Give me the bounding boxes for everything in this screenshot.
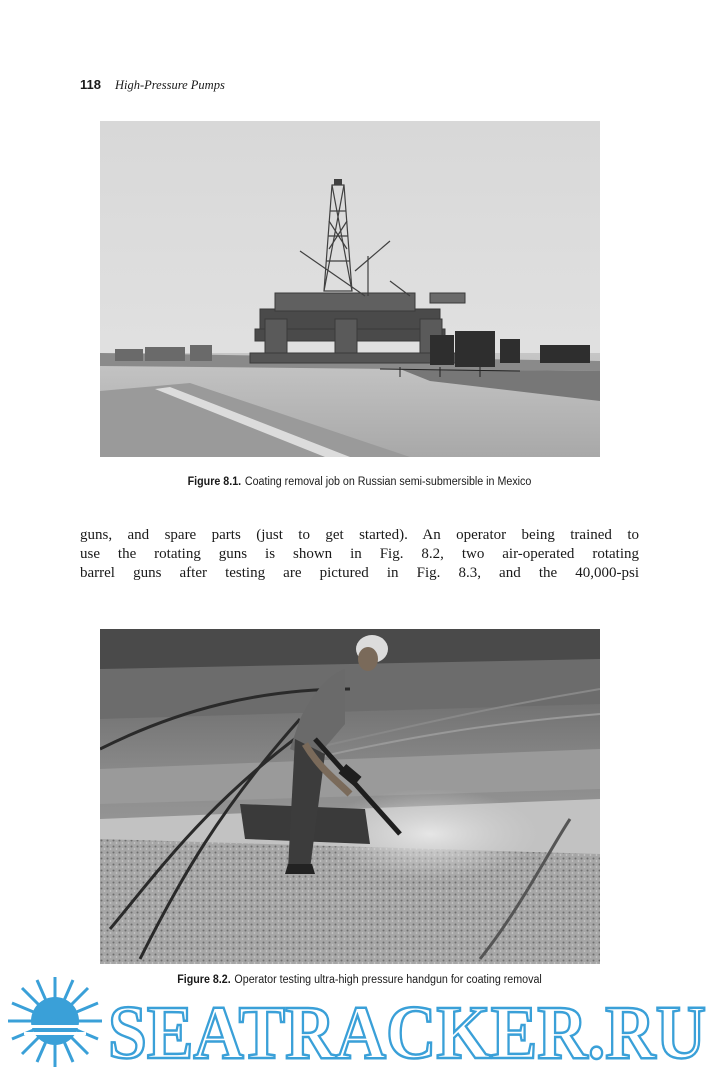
figure-8-2-caption — [25, 974, 694, 986]
operator-photo-illustration — [100, 629, 600, 964]
body-paragraph — [80, 526, 639, 583]
watermark — [0, 975, 719, 1079]
book-title: High-Pressure Pumps — [114, 78, 225, 92]
page-number: 118 — [80, 77, 101, 92]
figure-8-1-photo — [100, 121, 600, 457]
rig-photo-illustration — [100, 121, 600, 457]
body-line: barrel guns after testing are pictured in Fig. 8.3, and the 40,000-psi — [80, 565, 639, 581]
running-head — [80, 77, 225, 93]
figure-label: Figure 8.2. — [177, 974, 231, 986]
figure-caption-text: Coating removal job on Russian semi-submersible in Mexico — [244, 476, 532, 488]
sun-logo-icon — [8, 977, 102, 1067]
figure-caption-text: Operator testing ultra-high pressure handgun for coating removal — [234, 974, 542, 986]
body-line: guns, and spare parts (just to get started). An operator being trained to — [80, 527, 639, 543]
figure-8-1-caption — [25, 476, 694, 488]
figure-8-2-photo — [100, 629, 600, 964]
watermark-graphic — [0, 975, 719, 1079]
body-line: use the rotating guns is shown in Fig. 8.2, two air-operated rotating — [80, 546, 639, 562]
figure-label: Figure 8.1. — [187, 476, 242, 488]
watermark-text: SEATRACKER.RU — [108, 991, 706, 1075]
